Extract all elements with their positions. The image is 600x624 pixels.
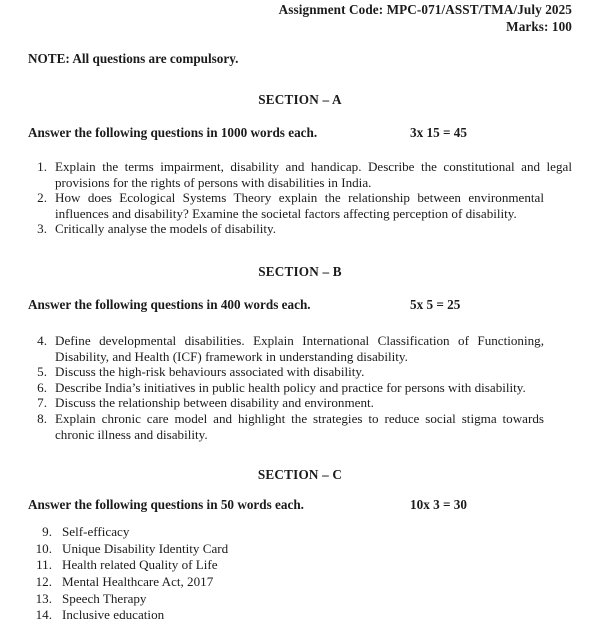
section-b-instruction-row (28, 297, 572, 313)
question-number: 11. (36, 557, 52, 573)
question-item (28, 190, 572, 221)
section-b-marks: 5x 5 = 25 (410, 296, 461, 312)
question-number: 8. (37, 410, 47, 426)
document-header (28, 0, 572, 35)
question-number: 4. (37, 332, 47, 348)
question-item (28, 159, 572, 190)
question-number: 9. (42, 524, 52, 540)
question-number: 13. (35, 590, 52, 606)
question-number: 10. (35, 540, 52, 556)
list-item (28, 557, 572, 574)
question-text: Self-efficacy (62, 524, 130, 540)
section-a-marks: 3x 15 = 45 (410, 125, 467, 140)
question-number: 12. (35, 573, 52, 589)
question-item (28, 395, 572, 411)
question-text: Critically analyse the models of disability. (55, 221, 276, 237)
question-text: Explain the terms impairment, disability and handicap. Describe the constitutional and legal provisions for the rights of persons with disabilities in India. (55, 159, 572, 190)
question-text: Unique Disability Identity Card (62, 540, 229, 556)
section-c-title: SECTION – C (257, 467, 343, 483)
list-item (28, 574, 572, 591)
question-text: Discuss the high-risk behaviours associated with disability. (55, 364, 365, 380)
section-c-instruction-text: Answer the following questions in 50 words each. (28, 497, 304, 513)
question-item (28, 411, 572, 442)
section-a-title: SECTION – A (258, 92, 342, 107)
question-number: 7. (37, 395, 47, 411)
section-b-title: SECTION – B (258, 263, 342, 279)
question-number: 2. (37, 190, 47, 206)
section-a-instruction-text: Answer the following questions in 1000 words each. (28, 125, 318, 140)
question-text: Explain chronic care model and highlight the strategies to reduce social stigma towards chronic illness and disability. (55, 410, 544, 442)
question-number: 6. (37, 379, 47, 395)
list-item (28, 541, 572, 558)
list-item (28, 607, 572, 624)
section-c-instruction-row (28, 497, 572, 513)
section-a-question-list (28, 159, 572, 237)
question-text: Define developmental disabilities. Explain International Classification of Functioning, Disability, and Health (ICF) framework in understanding disability. (55, 332, 544, 364)
list-item (28, 591, 572, 608)
question-number: 5. (37, 364, 47, 380)
question-text: Discuss the relationship between disability and environment. (55, 395, 374, 411)
question-item (28, 364, 572, 380)
question-text: Health related Quality of Life (62, 557, 218, 573)
section-c-marks: 10x 3 = 30 (410, 497, 467, 513)
note-text: NOTE: All questions are compulsory. (28, 51, 239, 66)
question-text: Speech Therapy (62, 590, 147, 606)
section-c-question-list (28, 524, 572, 624)
section-b-question-list (28, 333, 572, 442)
section-b-instruction-text: Answer the following questions in 400 words each. (28, 296, 311, 312)
question-number: 14. (35, 607, 52, 623)
section-a-instruction-row (28, 125, 572, 141)
question-text: Inclusive education (62, 607, 165, 623)
list-item (28, 524, 572, 541)
marks-line: Marks: 100 (506, 19, 572, 34)
assignment-code-line: Assignment Code: MPC-071/ASST/TMA/July 2025 (278, 2, 572, 17)
question-item (28, 380, 572, 396)
question-number: 3. (37, 221, 47, 237)
question-number: 1. (37, 159, 47, 174)
question-item (28, 333, 572, 364)
question-text: Mental Healthcare Act, 2017 (62, 573, 214, 589)
question-item (28, 221, 572, 237)
question-text: Describe India’s initiatives in public health policy and practice for persons with disability. (55, 379, 526, 395)
question-text: How does Ecological Systems Theory explain the relationship between environmental influences and disability? Examine the societal factors affecting perception of disability. (55, 190, 544, 221)
